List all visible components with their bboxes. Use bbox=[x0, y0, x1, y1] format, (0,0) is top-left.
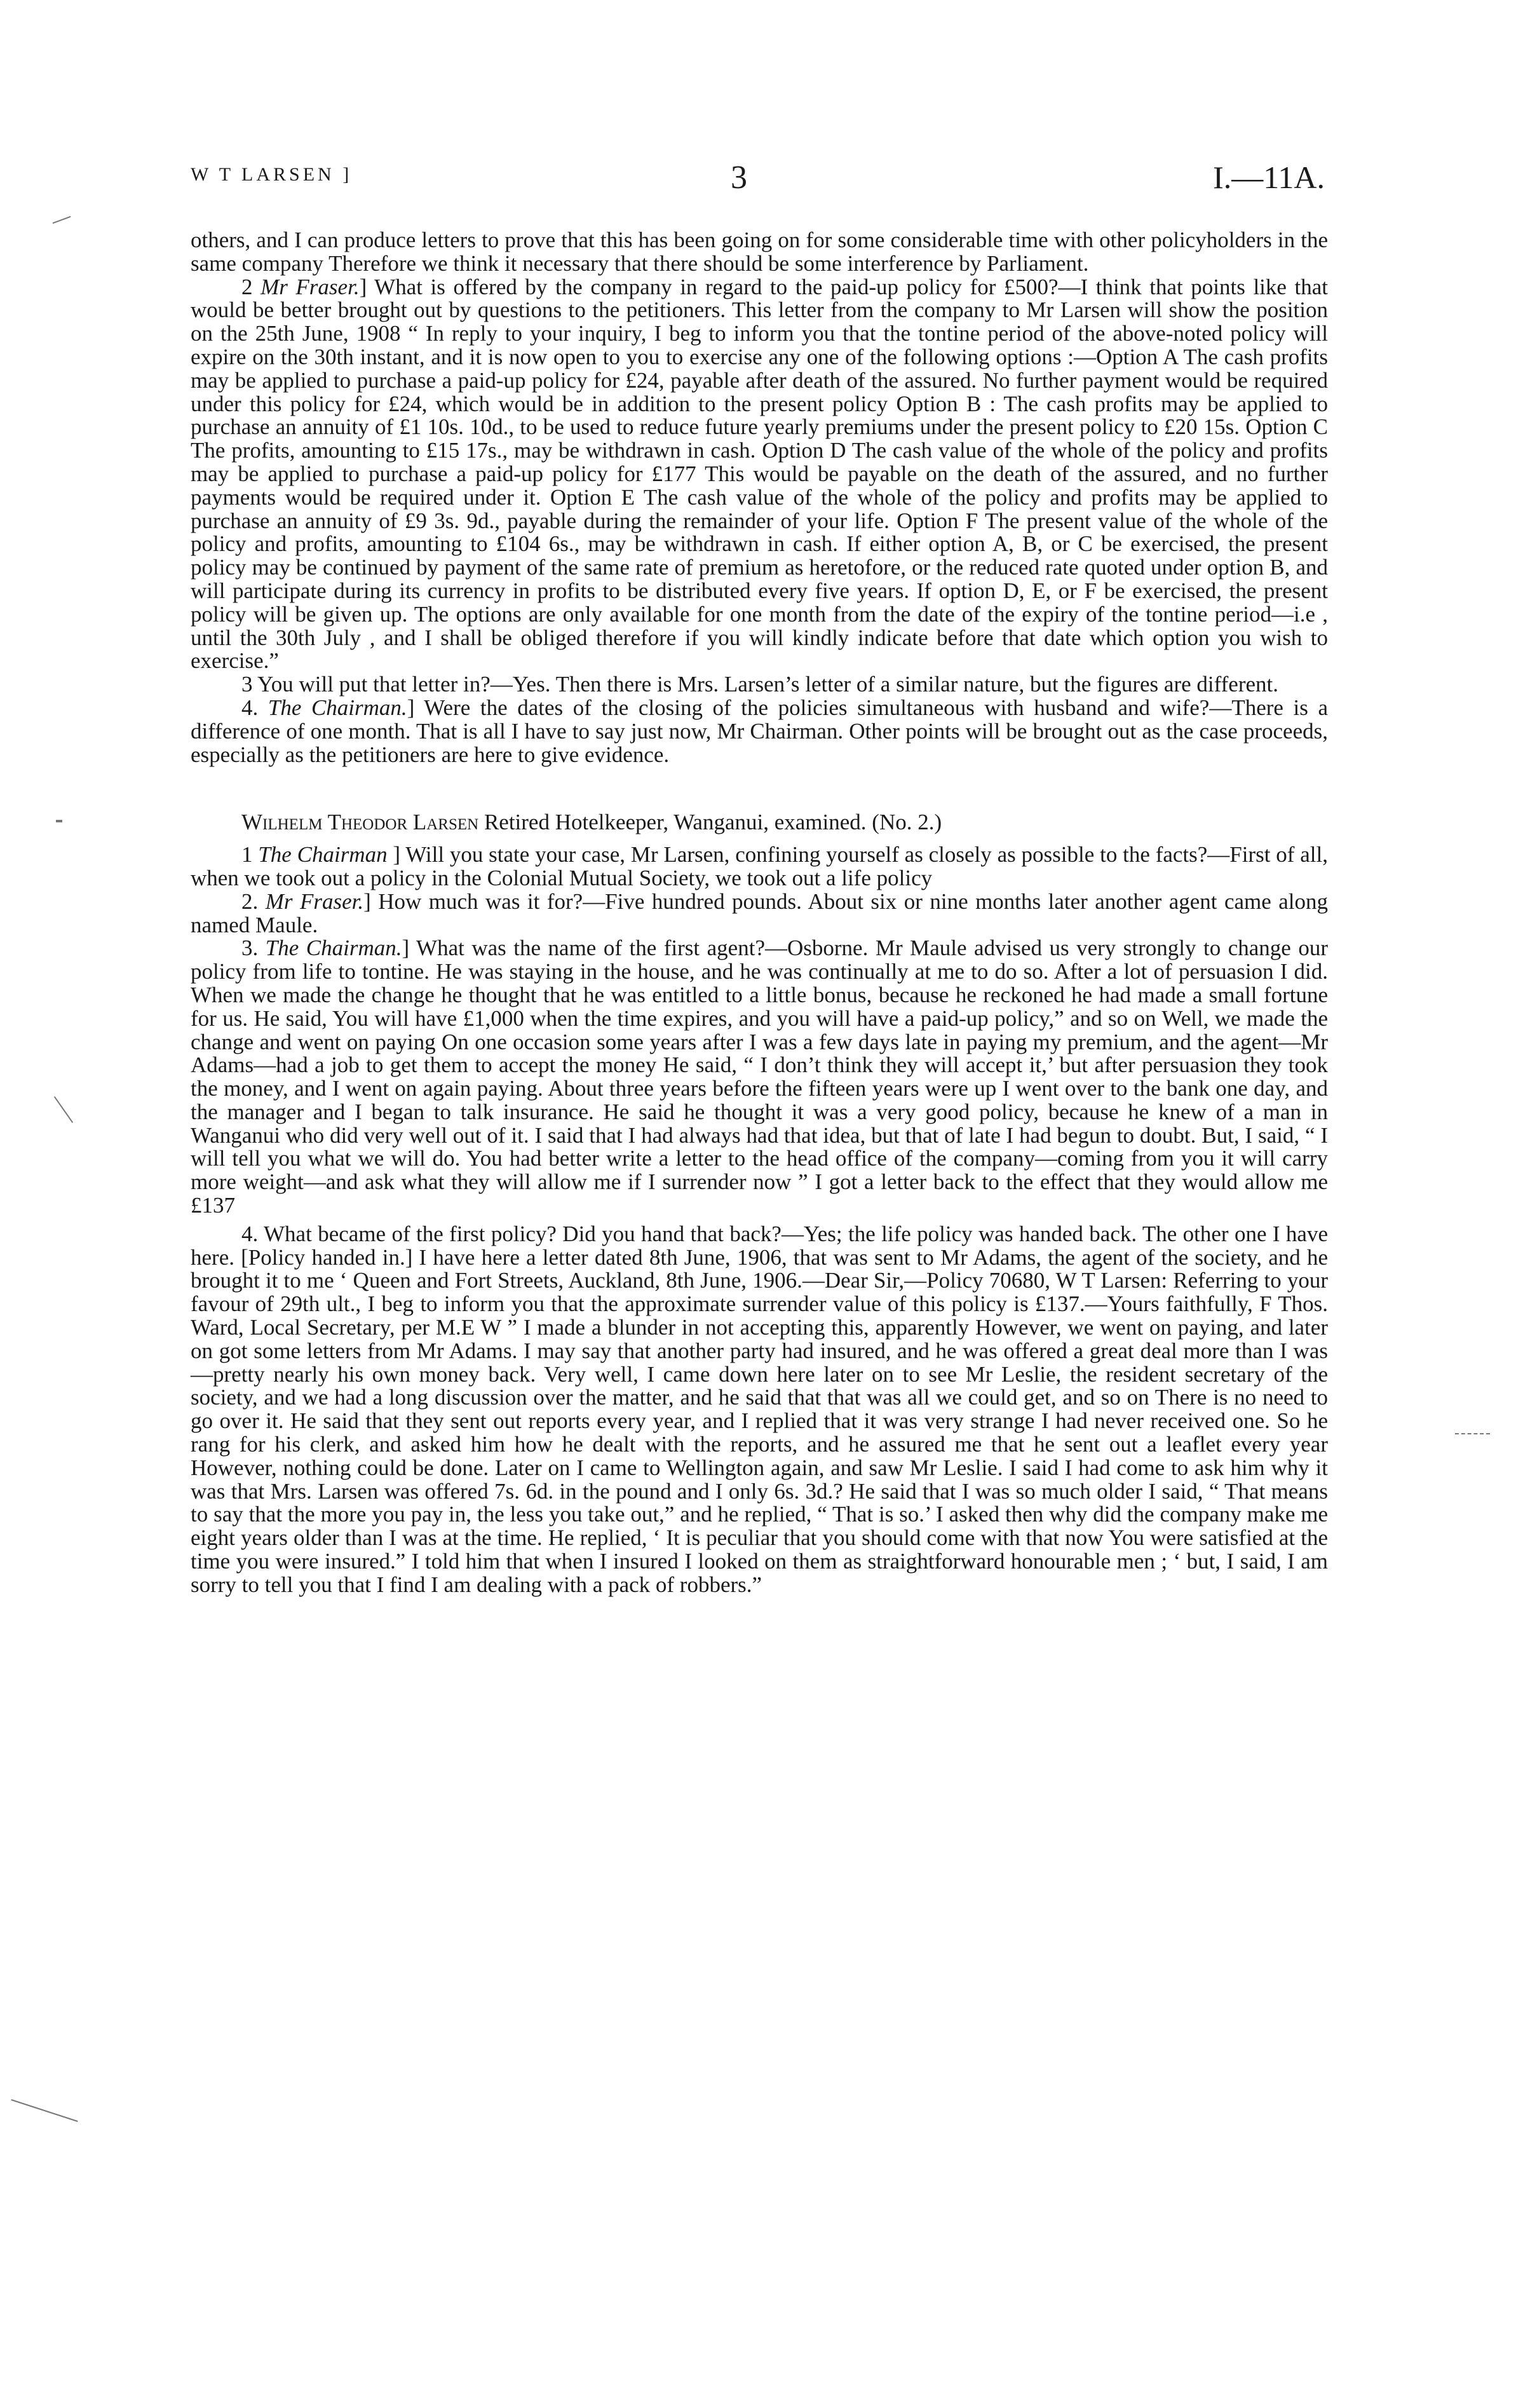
header-witness-name: W T LARSEN ] bbox=[191, 164, 353, 185]
paragraph-text: ] What was the name of the first agent?—Osborne. Mr Maule advised us very strongly to change our policy from life to tontine. He was staying in the house, and he was continually at me to do so. After a lot of persuasion I did. When we made the change he thought that he was entitled to a little bonus, because he reckoned he had made a small fortune for us. He said, You will have £1,000 when the time expires, and you will have a paid-up policy,” and so on Well, we made the change and went on paying On one occasion some years after I was a few days late in paying my premium, and the agent—Mr Adams—had a job to get them to accept the money He said, “ I don’t think they will accept it,’ but after persuasion they took the money, and I went on again paying. About three years before the fifteen years were up I went over to the bank one day, and the manager and I began to talk insurance. He said he thought it was a very good policy, because he knew of a man in Wanganui who did very well out of it. I said that I had always had that idea, but that of late I had begun to doubt. But, I said, “ I will tell you what we will do. You had better write a letter to the head office of the company—coming from you it will carry more weight—and ask what they will allow me if I surrender now ” I got a letter back to the effect that they would allow me £137 bbox=[191, 935, 1329, 1218]
paragraph-text: ] What is offered by the company in regard to the paid-up policy for £500?—I think that points like that would be better brought out by questions to the petitioners. This letter from the company to Mr Larsen will show the position on the 25th June, 1908 “ In reply to your inquiry, I beg to inform you that the tontine period of the above-noted policy will expire on the 30th instant, and it is now open to you to exercise any one of the following options :—Option A The cash profits may be applied to purchase a paid-up policy for £24, payable after death of the assured. No further payment would be required under this policy for £24, which would be in addition to the present policy Option B : The cash profits may be applied to purchase an annuity of £1 10s. 10d., to be used to reduce future yearly premiums under the present policy to £20 15s. Option C The profits, amounting to £15 17s., may be withdrawn in cash. Option D The cash value of the whole of the policy and profits may be applied to purchase a paid-up policy for £177 This would be payable on the death of the assured, and no further payments would be required under it. Option E The cash value of the whole of the policy and profits may be applied to purchase an annuity of £9 3s. 9d., payable during the remainder of your life. Option F The present value of the whole of the policy and profits, amounting to £104 6s., may be withdrawn in cash. If either option A, B, or C be exercised, the present policy may be continued by payment of the same rate of premium as heretofore, or the reduced rate quoted under option B, and will participate during its currency in profits to be distributed every five years. If option D, E, or F be exercised, the present policy will be given up. The options are only available for one month from the date of the expiry of the tontine period—i.e , until the 30th July , and I shall be obliged therefore if you will kindly indicate before that date which option you wish to exercise.” bbox=[191, 274, 1328, 674]
question-number: 1 bbox=[241, 842, 259, 867]
witness-description: Retired Hotelkeeper, Wanganui, examined. bbox=[484, 810, 867, 835]
body-text bbox=[191, 229, 1328, 1597]
margin-mark bbox=[56, 820, 62, 822]
paragraph bbox=[191, 229, 1328, 276]
paper-reference: I.—11A. bbox=[1213, 160, 1325, 195]
margin-mark bbox=[54, 1096, 73, 1123]
question-number: 3 bbox=[241, 672, 257, 697]
paragraph-text: others, and I can produce letters to prove that this has been going on for some considerable time with other policyholders in the same company Therefore we think it necessary that there should be some interference by Parliament. bbox=[191, 228, 1328, 276]
speaker: The Chairman. bbox=[267, 695, 407, 720]
page-number: 3 bbox=[731, 160, 747, 196]
paragraph bbox=[191, 276, 1328, 674]
paragraph-text: ] Were the dates of the closing of the policies simultaneous with husband and wife?—There is a difference of one month. That is all I have to say just now, Mr Chairman. Other points will be brought out as the case proceeds, especially as the petitioners are here to give evidence. bbox=[191, 695, 1329, 767]
question-number: 4. bbox=[241, 695, 268, 720]
margin-mark bbox=[11, 2099, 78, 2122]
question-number: 2 bbox=[241, 274, 261, 299]
paragraph bbox=[191, 697, 1328, 766]
margin-mark bbox=[1455, 1433, 1490, 1434]
paragraph bbox=[191, 673, 1328, 697]
question-number: 2. bbox=[241, 888, 266, 914]
paragraph bbox=[191, 937, 1328, 1218]
paragraph-text: What became of the first policy? Did you hand that back?—Yes; the life policy was handed back. The other one I have here. [Policy handed in.] I have here a letter dated 8th June, 1906, that was sent to Mr Adams, the agent of the society, and he brought it to me ‘ Queen and Fort Streets, Auckland, 8th June, 1906.—Dear Sir,—Policy 70680, W T Larsen: Referring to your favour of 29th ult., I beg to inform you that the approximate surrender value of this policy is £137.—Yours faithfully, F Thos. Ward, Local Secretary, per M.E W ” I made a blunder in not accepting this, apparently However, we went on paying, and later on got some letters from Mr Adams. I may say that another party had insured, and he was offered a great deal more than I was—pretty nearly his own money back. Very well, I came down here later on to see Mr Leslie, the resident secretary of the society, and we had a long discussion over the matter, and he said that that was all we could get, and so on There is no need to go over it. He said that they sent out reports every year, and I replied that it was very strange I had never received one. So he rang for his clerk, and asked him how he dealt with the reports, and he assured me that he sent out a leaflet every year However, nothing could be done. Later on I came to Wellington again, and saw Mr Leslie. I said I had come to ask him why it was that Mrs. Larsen was offered 7s. 6d. in the pound and I only 6s. 3d.? He said that I was so much older I said, “ That means to say that the more you pay in, the less you take out,” and he replied, “ That is so.’ I asked then why did the company make me eight years older than I was at the time. He replied, ‘ It is peculiar that you should come with that now You were satisfied at the time you were insured.” I told him that when I insured I looked on them as straightforward honourable men ; ‘ but, I said, I am sorry to tell you that I find I am dealing with a pack of robbers.” bbox=[191, 1221, 1328, 1597]
paragraph bbox=[191, 843, 1328, 890]
speaker: The Chairman bbox=[258, 842, 388, 867]
question-number: 4. bbox=[241, 1221, 264, 1246]
speaker: The Chairman. bbox=[265, 935, 402, 961]
margin-mark bbox=[53, 216, 71, 224]
witness-heading bbox=[191, 811, 1328, 834]
witness-name: Wilhelm Theodor Larsen bbox=[241, 810, 479, 835]
page-header bbox=[191, 159, 1325, 203]
paragraph-text: ] How much was it for?—Five hundred pounds. About six or nine months later another agent came along named Maule. bbox=[191, 888, 1329, 937]
paragraph-text: ] Will you state your case, Mr Larsen, confining yourself as closely as possible to the facts?—First of all, when we took out a policy in the Colonial Mutual Society, we took out a life policy bbox=[191, 842, 1329, 890]
speaker: Mr Fraser. bbox=[265, 888, 364, 914]
paragraph-text: You will put that letter in?—Yes. Then there is Mrs. Larsen’s letter of a similar nature, but the figures are different. bbox=[257, 672, 1278, 697]
paragraph bbox=[191, 890, 1328, 937]
question-number: 3. bbox=[241, 935, 266, 961]
speaker: Mr Fraser. bbox=[261, 274, 360, 299]
paragraph bbox=[191, 1223, 1328, 1597]
witness-number: (No. 2.) bbox=[872, 810, 942, 835]
